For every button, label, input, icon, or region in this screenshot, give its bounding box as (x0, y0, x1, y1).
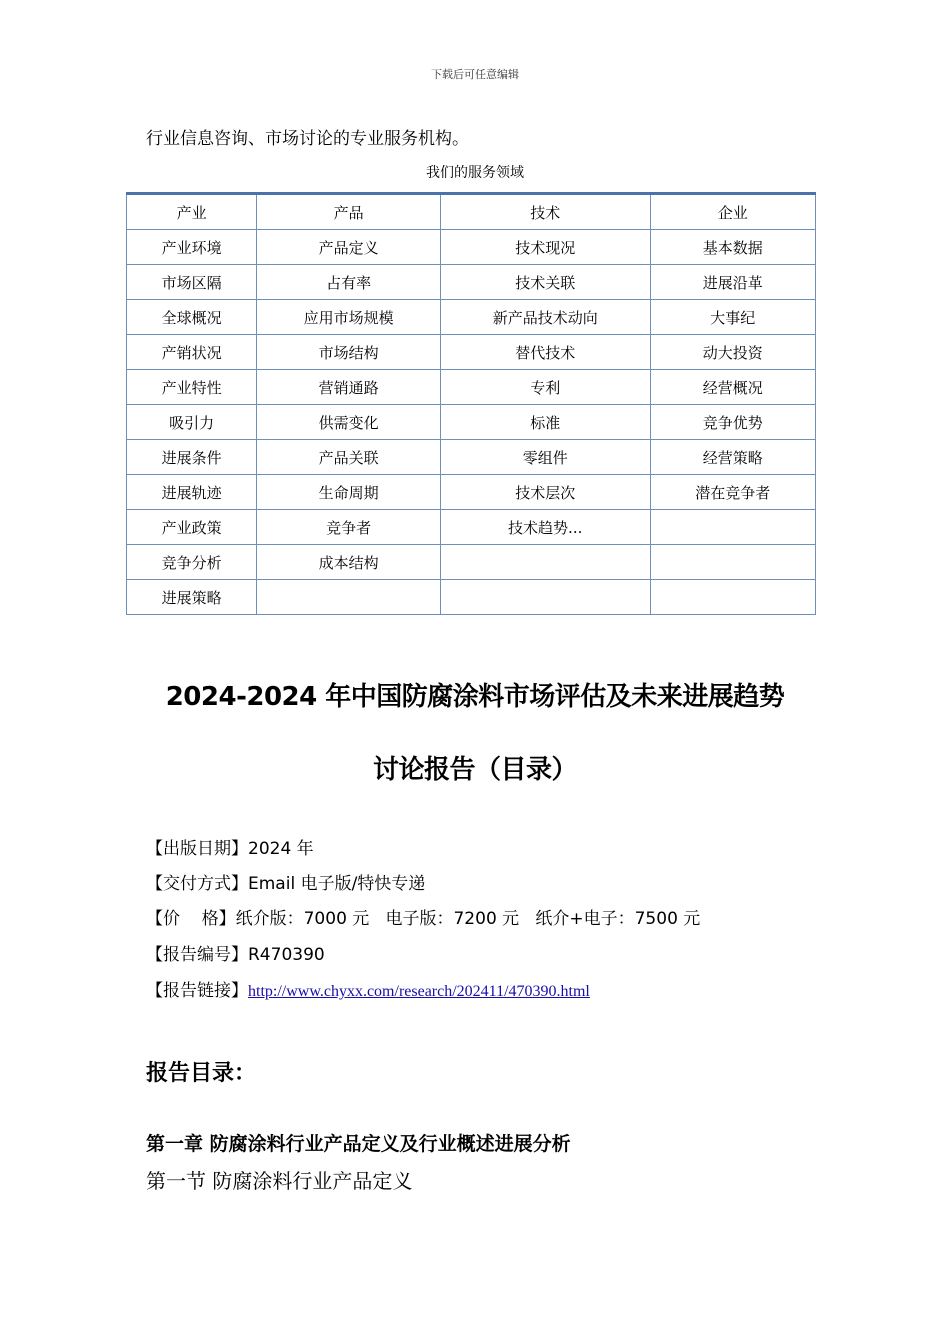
table-cell: 营销通路 (257, 370, 441, 405)
report-link[interactable]: http://www.chyxx.com/research/202411/470390.html (248, 983, 590, 1000)
table-cell: 竞争者 (257, 510, 441, 545)
table-cell (440, 545, 650, 580)
table-cell: 专利 (440, 370, 650, 405)
table-cell: 技术层次 (440, 475, 650, 510)
table-cell (650, 510, 816, 545)
table-cell: 技术趋势... (440, 510, 650, 545)
table-cell: 竞争优势 (650, 405, 816, 440)
table-row (127, 370, 816, 405)
toc-chapter-1: 第一章 防腐涂料行业产品定义及行业概述进展分析 (146, 1133, 571, 1155)
table-cell: 零组件 (440, 440, 650, 475)
table-row (127, 265, 816, 300)
table-row (127, 230, 816, 265)
table-cell: 技术关联 (440, 265, 650, 300)
table-cell: 产品定义 (257, 230, 441, 265)
table-cell: 企业 (650, 194, 816, 230)
table-cell: 应用市场规模 (257, 300, 441, 335)
table-row (127, 580, 816, 615)
table-cell (440, 580, 650, 615)
table-cell: 基本数据 (650, 230, 816, 265)
table-caption: 我们的服务领域 (426, 165, 524, 181)
table-cell: 市场区隔 (127, 265, 257, 300)
table-cell: 成本结构 (257, 545, 441, 580)
table-cell (650, 545, 816, 580)
table-cell: 技术 (440, 194, 650, 230)
table-cell: 产业环境 (127, 230, 257, 265)
table-row (127, 405, 816, 440)
table-cell: 市场结构 (257, 335, 441, 370)
table-cell: 生命周期 (257, 475, 441, 510)
table-cell: 产销状况 (127, 335, 257, 370)
table-cell: 竞争分析 (127, 545, 257, 580)
table-cell: 进展沿革 (650, 265, 816, 300)
table-cell: 进展策略 (127, 580, 257, 615)
table-cell: 供需变化 (257, 405, 441, 440)
table-cell: 产品 (257, 194, 441, 230)
table-cell: 动大投资 (650, 335, 816, 370)
toc-heading: 报告目录： (146, 1061, 257, 1086)
intro-text: 行业信息咨询、市场讨论的专业服务机构。 (146, 129, 469, 149)
table-row (127, 300, 816, 335)
table-row (127, 475, 816, 510)
table-row (127, 335, 816, 370)
table-cell: 经营概况 (650, 370, 816, 405)
table-row (127, 440, 816, 475)
table-row (127, 510, 816, 545)
service-areas-table (126, 192, 816, 615)
table-cell: 占有率 (257, 265, 441, 300)
table-cell: 新产品技术动向 (440, 300, 650, 335)
table-cell: 大事纪 (650, 300, 816, 335)
table-row (127, 545, 816, 580)
table-cell: 全球概况 (127, 300, 257, 335)
delivery-method: 【交付方式】Email 电子版/特快专递 (146, 874, 426, 894)
table-cell (650, 580, 816, 615)
table-row (127, 194, 816, 230)
table-cell (257, 580, 441, 615)
report-link-row (146, 976, 590, 1001)
report-link-label: 【报告链接】 (146, 981, 248, 1001)
table-cell: 产业政策 (127, 510, 257, 545)
page-header-note: 下载后可任意编辑 (431, 68, 519, 81)
table-cell: 产业特性 (127, 370, 257, 405)
report-code: 【报告编号】R470390 (146, 945, 325, 965)
price-info: 【价 格】纸介版：7000 元 电子版：7200 元 纸介+电子：7500 元 (146, 909, 701, 929)
table-cell: 潜在竞争者 (650, 475, 816, 510)
table-cell: 替代技术 (440, 335, 650, 370)
table-cell: 经营策略 (650, 440, 816, 475)
table-cell: 技术现况 (440, 230, 650, 265)
report-title-line1: 2024-2024 年中国防腐涂料市场评估及未来进展趋势 (165, 682, 785, 712)
table-cell: 产品关联 (257, 440, 441, 475)
table-cell: 进展条件 (127, 440, 257, 475)
table-cell: 进展轨迹 (127, 475, 257, 510)
table-cell: 吸引力 (127, 405, 257, 440)
table-cell: 标准 (440, 405, 650, 440)
report-title-line2: 讨论报告（目录） (372, 755, 577, 785)
toc-section-1: 第一节 防腐涂料行业产品定义 (146, 1169, 413, 1193)
service-table-body (127, 194, 816, 615)
publish-date: 【出版日期】2024 年 (146, 839, 314, 859)
table-cell: 产业 (127, 194, 257, 230)
